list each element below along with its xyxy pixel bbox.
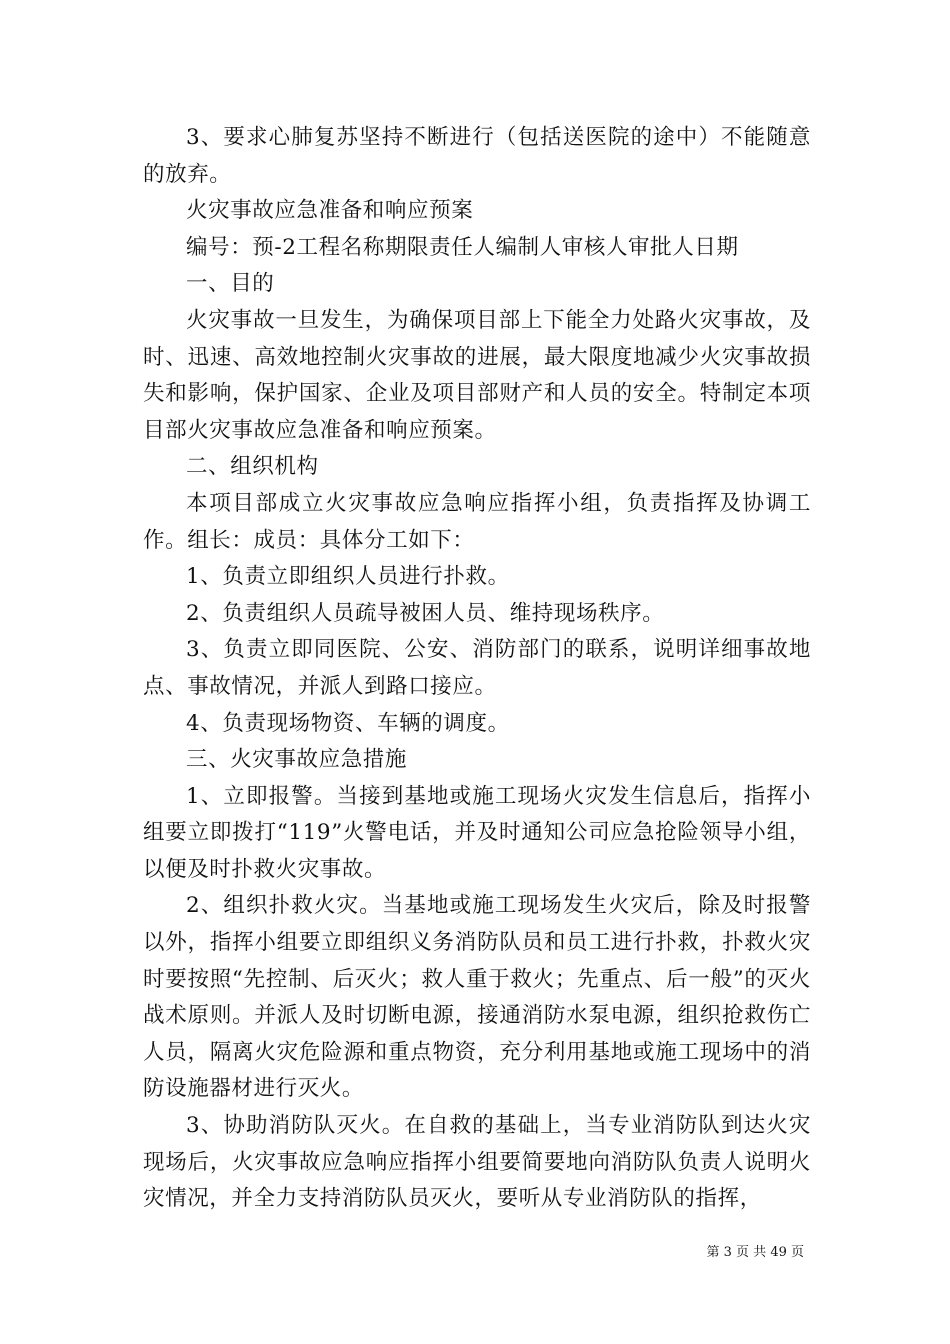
section-heading: 三、火灾事故应急措施 [186, 747, 408, 773]
paragraph: 火灾事故应急准备和响应预案 [186, 198, 474, 224]
paragraph: 编号：预-2工程名称期限责任人编制人审核人审批人日期 [186, 234, 739, 260]
list-item: 1、负责立即组织人员进行扑救。 [186, 564, 510, 590]
list-item: 3、协助消防队灭火。在自救的基础上，当专业消防队到达火灾现场后，火灾事故应急响应指挥小组要简要地向消防队负责人说明火灾情况，并全力支持消防队员灭火，要听从专业消防队的指挥， [143, 1113, 811, 1212]
document-body [143, 120, 811, 1218]
list-item: 4、负责现场物资、车辆的调度。 [186, 710, 510, 736]
list-item: 1、立即报警。当接到基地或施工现场火灾发生信息后，指挥小组要立即拨打“119”火警电话，并及时通知公司应急抢险领导小组，以便及时扑救火灾事故。 [143, 783, 811, 882]
list-item: 3、负责立即同医院、公安、消防部门的联系，说明详细事故地点、事故情况，并派人到路口接应。 [143, 637, 811, 699]
section-heading: 一、目的 [186, 271, 275, 297]
list-item: 2、负责组织人员疏导被困人员、维持现场秩序。 [186, 600, 665, 626]
paragraph: 本项目部成立火灾事故应急响应指挥小组，负责指挥及协调工作。组长：成员：具体分工如下： [143, 490, 811, 553]
paragraph: 火灾事故一旦发生，为确保项目部上下能全力处路火灾事故，及时、迅速、高效地控制火灾事故的进展，最大限度地减少火灾事故损失和影响，保护国家、企业及项目部财产和人员的安全。特制定本项目部火灾事故应急准备和响应预案。 [143, 307, 811, 443]
section-heading: 二、组织机构 [186, 454, 319, 480]
list-item: 2、组织扑救火灾。当基地或施工现场发生火灾后，除及时报警以外，指挥小组要立即组织义务消防队员和员工进行扑救，扑救火灾时要按照“先控制、后灭火；救人重于救火；先重点、后一般”的灭火战术原则。并派人及时切断电源，接通消防水泵电源，组织抢救伤亡人员，隔离火灾危险源和重点物资，充分利用基地或施工现场中的消防设施器材进行灭火。 [143, 893, 811, 1102]
paragraph: 3、要求心肺复苏坚持不断进行（包括送医院的途中）不能随意的放弃。 [143, 125, 811, 187]
page-number: 第 3 页 共 49 页 [706, 1245, 804, 1260]
